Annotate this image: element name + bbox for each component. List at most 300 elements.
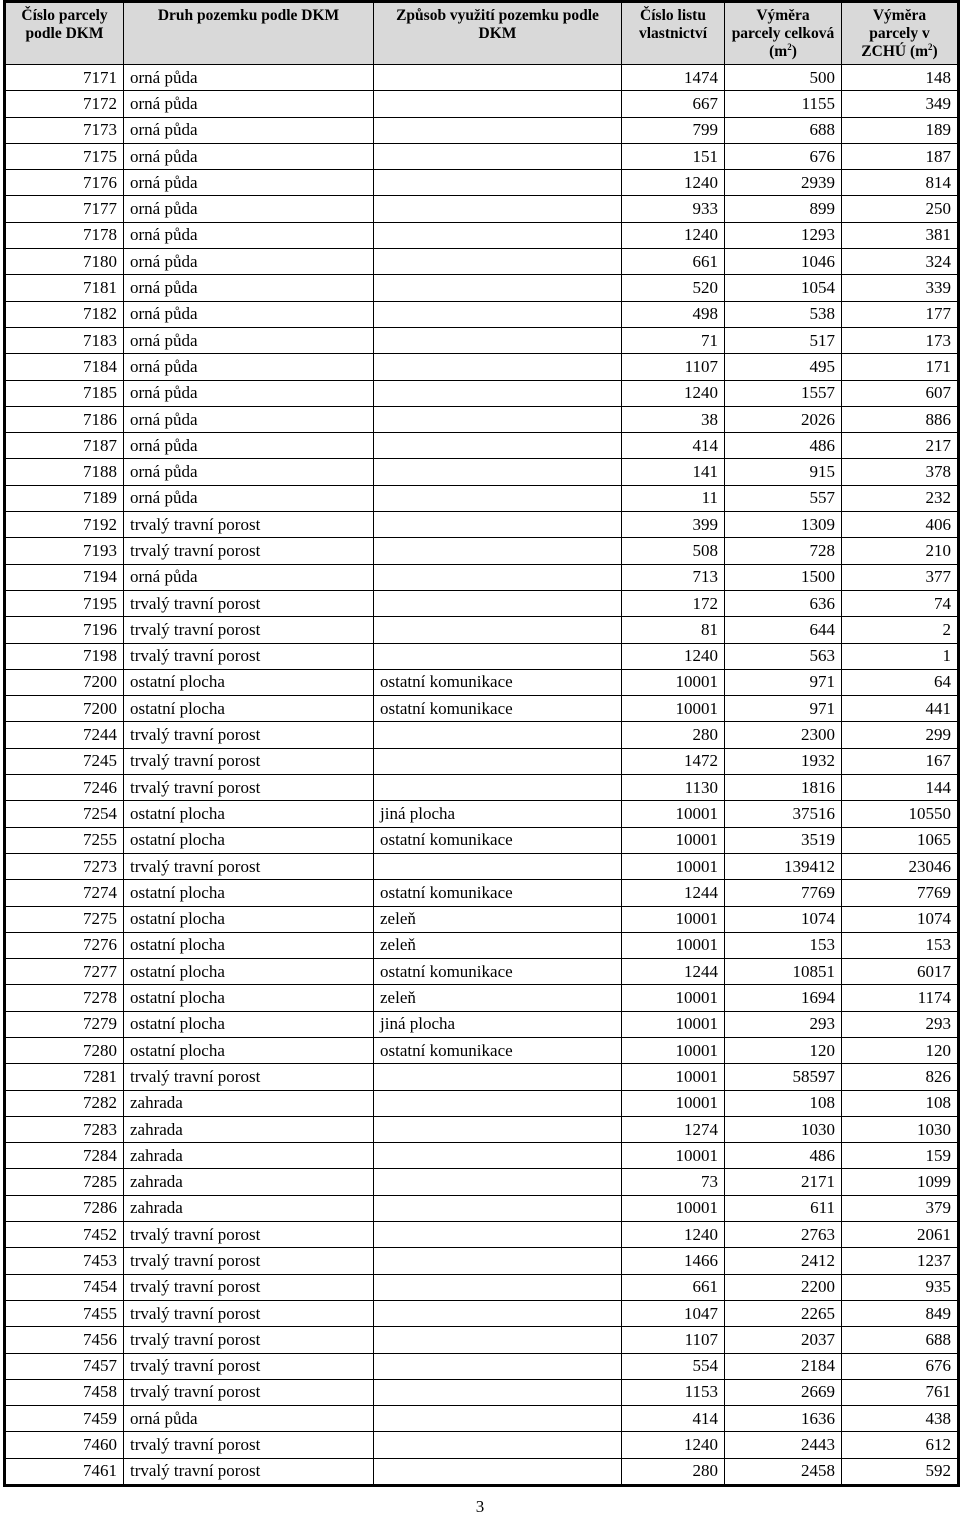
cell-parcel-number: 7254 xyxy=(5,801,124,827)
header-area-total xyxy=(725,2,842,65)
cell-land-use: ostatní komunikace xyxy=(374,696,622,722)
cell-area-total: 971 xyxy=(725,696,842,722)
table-row xyxy=(5,170,959,196)
cell-land-use xyxy=(374,643,622,669)
cell-area-zchu: 814 xyxy=(842,170,959,196)
table-row xyxy=(5,117,959,143)
cell-owner-sheet: 1047 xyxy=(622,1300,725,1326)
cell-land-use xyxy=(374,1379,622,1405)
cell-area-zchu: 232 xyxy=(842,485,959,511)
table-row xyxy=(5,1090,959,1116)
cell-area-zchu: 1074 xyxy=(842,906,959,932)
cell-area-total: 3519 xyxy=(725,827,842,853)
cell-land-type: orná půda xyxy=(124,459,374,485)
table-row xyxy=(5,1458,959,1485)
cell-land-use xyxy=(374,380,622,406)
table-row xyxy=(5,1274,959,1300)
table-row xyxy=(5,748,959,774)
cell-land-type: orná půda xyxy=(124,327,374,353)
header-area-total-text: Výměra parcely celková (m xyxy=(731,7,835,60)
cell-land-type: trvalý travní porost xyxy=(124,1300,374,1326)
cell-area-zchu: 1065 xyxy=(842,827,959,853)
cell-area-zchu: 7769 xyxy=(842,880,959,906)
cell-land-use xyxy=(374,1300,622,1326)
cell-parcel-number: 7255 xyxy=(5,827,124,853)
table-row xyxy=(5,669,959,695)
cell-land-use xyxy=(374,1458,622,1485)
table-row xyxy=(5,1222,959,1248)
cell-owner-sheet: 1130 xyxy=(622,775,725,801)
cell-area-zchu: 324 xyxy=(842,249,959,275)
cell-area-zchu: 935 xyxy=(842,1274,959,1300)
cell-parcel-number: 7245 xyxy=(5,748,124,774)
table-row xyxy=(5,643,959,669)
cell-area-total: 557 xyxy=(725,485,842,511)
table-row xyxy=(5,275,959,301)
table-row xyxy=(5,696,959,722)
table-row xyxy=(5,301,959,327)
cell-land-use xyxy=(374,1222,622,1248)
table-row xyxy=(5,380,959,406)
cell-area-zchu: 120 xyxy=(842,1037,959,1063)
cell-land-type: trvalý travní porost xyxy=(124,1222,374,1248)
cell-land-use xyxy=(374,327,622,353)
cell-parcel-number: 7456 xyxy=(5,1327,124,1353)
cell-area-zchu: 1030 xyxy=(842,1116,959,1142)
cell-parcel-number: 7188 xyxy=(5,459,124,485)
cell-parcel-number: 7189 xyxy=(5,485,124,511)
cell-area-zchu: 189 xyxy=(842,117,959,143)
header-area-total-exponent: 2 xyxy=(787,41,792,52)
table-row xyxy=(5,459,959,485)
cell-owner-sheet: 141 xyxy=(622,459,725,485)
header-area-zchu-close: ) xyxy=(932,43,938,60)
header-land-type: Druh pozemku podle DKM xyxy=(124,2,374,65)
cell-area-zchu: 1237 xyxy=(842,1248,959,1274)
cell-land-type: trvalý travní porost xyxy=(124,1327,374,1353)
cell-area-zchu: 187 xyxy=(842,143,959,169)
cell-area-total: 538 xyxy=(725,301,842,327)
table-row xyxy=(5,1327,959,1353)
cell-area-total: 517 xyxy=(725,327,842,353)
cell-owner-sheet: 10001 xyxy=(622,853,725,879)
cell-land-use xyxy=(374,91,622,117)
cell-parcel-number: 7280 xyxy=(5,1037,124,1063)
cell-parcel-number: 7196 xyxy=(5,617,124,643)
cell-area-total: 2458 xyxy=(725,1458,842,1485)
cell-parcel-number: 7200 xyxy=(5,696,124,722)
cell-area-zchu: 6017 xyxy=(842,959,959,985)
table-row xyxy=(5,433,959,459)
cell-land-type: orná půda xyxy=(124,65,374,91)
cell-area-total: 971 xyxy=(725,669,842,695)
cell-owner-sheet: 1244 xyxy=(622,880,725,906)
parcel-table xyxy=(3,0,960,1487)
cell-area-total: 1500 xyxy=(725,564,842,590)
cell-area-total: 1293 xyxy=(725,222,842,248)
cell-owner-sheet: 667 xyxy=(622,91,725,117)
cell-land-type: trvalý travní porost xyxy=(124,748,374,774)
cell-land-use xyxy=(374,170,622,196)
cell-land-use xyxy=(374,722,622,748)
table-row xyxy=(5,327,959,353)
cell-area-total: 1309 xyxy=(725,512,842,538)
cell-land-use xyxy=(374,275,622,301)
cell-area-total: 2939 xyxy=(725,170,842,196)
cell-area-zchu: 1099 xyxy=(842,1169,959,1195)
cell-parcel-number: 7192 xyxy=(5,512,124,538)
cell-owner-sheet: 1474 xyxy=(622,65,725,91)
cell-land-type: trvalý travní porost xyxy=(124,538,374,564)
cell-land-use: zeleň xyxy=(374,985,622,1011)
cell-owner-sheet: 554 xyxy=(622,1353,725,1379)
cell-area-total: 108 xyxy=(725,1090,842,1116)
cell-owner-sheet: 661 xyxy=(622,249,725,275)
cell-land-use: zeleň xyxy=(374,906,622,932)
cell-land-use xyxy=(374,249,622,275)
cell-land-type: trvalý travní porost xyxy=(124,1353,374,1379)
cell-land-use xyxy=(374,1432,622,1458)
cell-land-use xyxy=(374,617,622,643)
cell-land-use xyxy=(374,117,622,143)
table-row xyxy=(5,143,959,169)
cell-land-use xyxy=(374,1353,622,1379)
cell-parcel-number: 7176 xyxy=(5,170,124,196)
cell-land-use: jiná plocha xyxy=(374,801,622,827)
cell-owner-sheet: 1240 xyxy=(622,1432,725,1458)
cell-area-zchu: 761 xyxy=(842,1379,959,1405)
cell-area-total: 2763 xyxy=(725,1222,842,1248)
table-row xyxy=(5,1195,959,1221)
table-row xyxy=(5,538,959,564)
cell-land-type: orná půda xyxy=(124,564,374,590)
cell-parcel-number: 7279 xyxy=(5,1011,124,1037)
cell-land-use: ostatní komunikace xyxy=(374,880,622,906)
table-row xyxy=(5,512,959,538)
header-parcel-number: Číslo parcely podle DKM xyxy=(5,2,124,65)
cell-owner-sheet: 10001 xyxy=(622,1037,725,1063)
cell-owner-sheet: 1240 xyxy=(622,1222,725,1248)
cell-owner-sheet: 661 xyxy=(622,1274,725,1300)
cell-land-type: zahrada xyxy=(124,1090,374,1116)
cell-land-type: orná půda xyxy=(124,143,374,169)
cell-area-total: 2200 xyxy=(725,1274,842,1300)
cell-land-type: trvalý travní porost xyxy=(124,722,374,748)
cell-land-type: orná půda xyxy=(124,170,374,196)
table-row xyxy=(5,880,959,906)
table-row xyxy=(5,1406,959,1432)
cell-area-total: 2026 xyxy=(725,406,842,432)
cell-area-zchu: 406 xyxy=(842,512,959,538)
cell-parcel-number: 7283 xyxy=(5,1116,124,1142)
cell-owner-sheet: 1153 xyxy=(622,1379,725,1405)
cell-land-use: jiná plocha xyxy=(374,1011,622,1037)
cell-land-use xyxy=(374,433,622,459)
cell-owner-sheet: 10001 xyxy=(622,985,725,1011)
cell-land-type: orná půda xyxy=(124,249,374,275)
table-row xyxy=(5,65,959,91)
cell-land-type: orná půda xyxy=(124,196,374,222)
table-row xyxy=(5,1300,959,1326)
table-row xyxy=(5,590,959,616)
cell-owner-sheet: 280 xyxy=(622,1458,725,1485)
cell-area-total: 153 xyxy=(725,932,842,958)
cell-owner-sheet: 1240 xyxy=(622,643,725,669)
cell-parcel-number: 7459 xyxy=(5,1406,124,1432)
cell-parcel-number: 7181 xyxy=(5,275,124,301)
cell-parcel-number: 7194 xyxy=(5,564,124,590)
cell-area-total: 486 xyxy=(725,433,842,459)
cell-parcel-number: 7198 xyxy=(5,643,124,669)
table-row xyxy=(5,1143,959,1169)
cell-owner-sheet: 10001 xyxy=(622,1011,725,1037)
cell-land-type: ostatní plocha xyxy=(124,959,374,985)
cell-area-zchu: 339 xyxy=(842,275,959,301)
cell-area-total: 1816 xyxy=(725,775,842,801)
cell-owner-sheet: 10001 xyxy=(622,1090,725,1116)
cell-area-zchu: 1174 xyxy=(842,985,959,1011)
cell-area-total: 2184 xyxy=(725,1353,842,1379)
cell-area-zchu: 826 xyxy=(842,1064,959,1090)
cell-area-zchu: 349 xyxy=(842,91,959,117)
cell-land-use xyxy=(374,564,622,590)
cell-area-total: 293 xyxy=(725,1011,842,1037)
cell-area-total: 495 xyxy=(725,354,842,380)
cell-land-use: ostatní komunikace xyxy=(374,959,622,985)
cell-area-total: 2443 xyxy=(725,1432,842,1458)
cell-area-zchu: 377 xyxy=(842,564,959,590)
cell-land-use xyxy=(374,853,622,879)
cell-land-type: orná půda xyxy=(124,1406,374,1432)
cell-land-type: orná půda xyxy=(124,91,374,117)
cell-owner-sheet: 10001 xyxy=(622,827,725,853)
cell-area-zchu: 441 xyxy=(842,696,959,722)
table-row xyxy=(5,932,959,958)
cell-area-total: 1155 xyxy=(725,91,842,117)
table-row xyxy=(5,853,959,879)
cell-owner-sheet: 172 xyxy=(622,590,725,616)
cell-area-total: 2412 xyxy=(725,1248,842,1274)
cell-parcel-number: 7182 xyxy=(5,301,124,327)
cell-land-type: orná půda xyxy=(124,275,374,301)
cell-parcel-number: 7284 xyxy=(5,1143,124,1169)
cell-land-type: trvalý travní porost xyxy=(124,1248,374,1274)
cell-area-zchu: 378 xyxy=(842,459,959,485)
cell-land-type: zahrada xyxy=(124,1169,374,1195)
cell-owner-sheet: 10001 xyxy=(622,932,725,958)
cell-area-total: 10851 xyxy=(725,959,842,985)
cell-area-total: 676 xyxy=(725,143,842,169)
cell-land-use: ostatní komunikace xyxy=(374,1037,622,1063)
cell-owner-sheet: 1244 xyxy=(622,959,725,985)
cell-land-type: zahrada xyxy=(124,1116,374,1142)
cell-owner-sheet: 1274 xyxy=(622,1116,725,1142)
cell-parcel-number: 7457 xyxy=(5,1353,124,1379)
cell-land-type: trvalý travní porost xyxy=(124,1432,374,1458)
cell-land-type: orná půda xyxy=(124,301,374,327)
table-row xyxy=(5,827,959,853)
cell-area-zchu: 2 xyxy=(842,617,959,643)
cell-area-total: 139412 xyxy=(725,853,842,879)
cell-parcel-number: 7278 xyxy=(5,985,124,1011)
cell-area-total: 2171 xyxy=(725,1169,842,1195)
header-area-total-close: ) xyxy=(791,43,797,60)
cell-parcel-number: 7281 xyxy=(5,1064,124,1090)
table-row xyxy=(5,1353,959,1379)
cell-parcel-number: 7275 xyxy=(5,906,124,932)
cell-area-zchu: 676 xyxy=(842,1353,959,1379)
page-number: 3 xyxy=(475,1497,485,1516)
cell-land-type: trvalý travní porost xyxy=(124,775,374,801)
cell-land-use xyxy=(374,748,622,774)
cell-land-use xyxy=(374,1248,622,1274)
cell-parcel-number: 7274 xyxy=(5,880,124,906)
cell-parcel-number: 7186 xyxy=(5,406,124,432)
cell-land-type: ostatní plocha xyxy=(124,827,374,853)
cell-owner-sheet: 1107 xyxy=(622,1327,725,1353)
cell-area-total: 688 xyxy=(725,117,842,143)
cell-parcel-number: 7273 xyxy=(5,853,124,879)
cell-owner-sheet: 508 xyxy=(622,538,725,564)
cell-parcel-number: 7171 xyxy=(5,65,124,91)
cell-area-total: 1557 xyxy=(725,380,842,406)
cell-land-use xyxy=(374,1327,622,1353)
cell-land-type: orná půda xyxy=(124,433,374,459)
cell-land-use xyxy=(374,775,622,801)
cell-owner-sheet: 10001 xyxy=(622,669,725,695)
cell-parcel-number: 7173 xyxy=(5,117,124,143)
cell-parcel-number: 7458 xyxy=(5,1379,124,1405)
cell-owner-sheet: 73 xyxy=(622,1169,725,1195)
cell-land-type: ostatní plocha xyxy=(124,880,374,906)
cell-owner-sheet: 498 xyxy=(622,301,725,327)
cell-land-use xyxy=(374,1195,622,1221)
cell-area-zchu: 74 xyxy=(842,590,959,616)
cell-area-total: 2265 xyxy=(725,1300,842,1326)
cell-area-zchu: 167 xyxy=(842,748,959,774)
cell-parcel-number: 7177 xyxy=(5,196,124,222)
cell-land-type: trvalý travní porost xyxy=(124,1458,374,1485)
cell-land-use xyxy=(374,406,622,432)
cell-area-total: 2669 xyxy=(725,1379,842,1405)
table-row xyxy=(5,1379,959,1405)
cell-area-zchu: 153 xyxy=(842,932,959,958)
cell-parcel-number: 7276 xyxy=(5,932,124,958)
cell-parcel-number: 7187 xyxy=(5,433,124,459)
cell-land-type: ostatní plocha xyxy=(124,1037,374,1063)
cell-owner-sheet: 399 xyxy=(622,512,725,538)
cell-area-total: 37516 xyxy=(725,801,842,827)
cell-owner-sheet: 71 xyxy=(622,327,725,353)
cell-land-type: trvalý travní porost xyxy=(124,590,374,616)
cell-parcel-number: 7175 xyxy=(5,143,124,169)
cell-land-type: orná půda xyxy=(124,406,374,432)
table-row xyxy=(5,617,959,643)
cell-land-use xyxy=(374,196,622,222)
cell-land-type: zahrada xyxy=(124,1143,374,1169)
table-row xyxy=(5,354,959,380)
cell-owner-sheet: 1472 xyxy=(622,748,725,774)
table-row xyxy=(5,906,959,932)
table-row xyxy=(5,564,959,590)
cell-land-use xyxy=(374,1274,622,1300)
cell-land-type: trvalý travní porost xyxy=(124,1274,374,1300)
cell-land-type: orná půda xyxy=(124,485,374,511)
cell-area-total: 563 xyxy=(725,643,842,669)
cell-area-total: 1046 xyxy=(725,249,842,275)
cell-land-use xyxy=(374,354,622,380)
cell-parcel-number: 7195 xyxy=(5,590,124,616)
cell-parcel-number: 7282 xyxy=(5,1090,124,1116)
table-row xyxy=(5,1116,959,1142)
cell-area-zchu: 1 xyxy=(842,643,959,669)
cell-land-type: ostatní plocha xyxy=(124,696,374,722)
cell-owner-sheet: 10001 xyxy=(622,906,725,932)
cell-parcel-number: 7460 xyxy=(5,1432,124,1458)
table-row xyxy=(5,91,959,117)
parcel-table-container xyxy=(3,0,957,1487)
cell-land-type: trvalý travní porost xyxy=(124,512,374,538)
cell-area-zchu: 849 xyxy=(842,1300,959,1326)
table-row xyxy=(5,1011,959,1037)
cell-parcel-number: 7461 xyxy=(5,1458,124,1485)
cell-area-total: 1694 xyxy=(725,985,842,1011)
cell-owner-sheet: 1240 xyxy=(622,170,725,196)
cell-area-zchu: 210 xyxy=(842,538,959,564)
cell-owner-sheet: 1466 xyxy=(622,1248,725,1274)
cell-area-total: 500 xyxy=(725,65,842,91)
cell-area-total: 915 xyxy=(725,459,842,485)
cell-parcel-number: 7452 xyxy=(5,1222,124,1248)
cell-area-zchu: 250 xyxy=(842,196,959,222)
cell-area-zchu: 217 xyxy=(842,433,959,459)
cell-land-use xyxy=(374,590,622,616)
table-row xyxy=(5,985,959,1011)
cell-parcel-number: 7455 xyxy=(5,1300,124,1326)
cell-area-zchu: 886 xyxy=(842,406,959,432)
cell-land-type: ostatní plocha xyxy=(124,985,374,1011)
cell-area-total: 120 xyxy=(725,1037,842,1063)
table-row xyxy=(5,406,959,432)
cell-area-zchu: 381 xyxy=(842,222,959,248)
cell-land-use xyxy=(374,1169,622,1195)
cell-land-use xyxy=(374,143,622,169)
table-header-row xyxy=(5,2,959,65)
cell-land-use: ostatní komunikace xyxy=(374,669,622,695)
cell-area-zchu: 299 xyxy=(842,722,959,748)
cell-area-zchu: 177 xyxy=(842,301,959,327)
table-row xyxy=(5,1248,959,1274)
cell-area-zchu: 148 xyxy=(842,65,959,91)
cell-area-zchu: 379 xyxy=(842,1195,959,1221)
cell-area-total: 1074 xyxy=(725,906,842,932)
cell-area-total: 1636 xyxy=(725,1406,842,1432)
table-row xyxy=(5,1169,959,1195)
cell-land-use xyxy=(374,65,622,91)
cell-owner-sheet: 280 xyxy=(622,722,725,748)
cell-area-zchu: 23046 xyxy=(842,853,959,879)
cell-parcel-number: 7285 xyxy=(5,1169,124,1195)
cell-owner-sheet: 1107 xyxy=(622,354,725,380)
cell-owner-sheet: 151 xyxy=(622,143,725,169)
header-area-zchu xyxy=(842,2,959,65)
cell-land-type: ostatní plocha xyxy=(124,801,374,827)
cell-parcel-number: 7286 xyxy=(5,1195,124,1221)
cell-land-type: trvalý travní porost xyxy=(124,1379,374,1405)
table-row xyxy=(5,222,959,248)
cell-area-zchu: 159 xyxy=(842,1143,959,1169)
cell-area-zchu: 171 xyxy=(842,354,959,380)
